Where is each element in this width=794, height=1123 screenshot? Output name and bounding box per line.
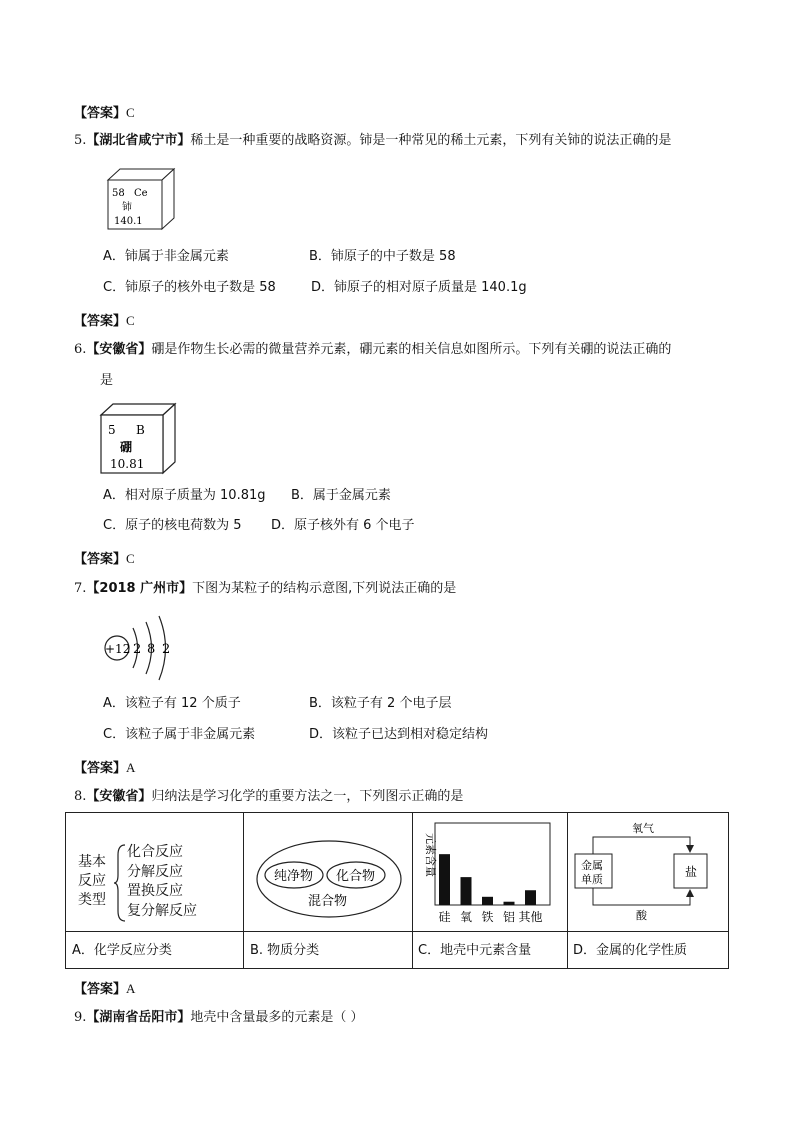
caption-d: D．金属的化学性质 [573, 943, 688, 958]
caption-a: A．化学反应分类 [72, 943, 172, 958]
q9-stem [74, 1009, 364, 1027]
bar-3 [504, 902, 515, 905]
shell-2-electrons: 8 [147, 642, 156, 657]
curly-brace [113, 843, 127, 923]
answer-value: C [126, 313, 135, 328]
question-text: 地壳中含量最多的元素是（ ） [190, 1010, 364, 1025]
answer-label: 【答案】 [74, 552, 127, 567]
category-label-0: 硅 [438, 910, 451, 924]
q8-answer [74, 978, 135, 997]
question-number: 9. [74, 1010, 87, 1025]
compound-label: 化合物 [336, 869, 376, 884]
answer-value: C [126, 105, 135, 120]
category-label-4: 其他 [518, 910, 543, 924]
q6-stem [74, 341, 671, 359]
q5-option-b: B．铈原子的中子数是 58 [309, 249, 456, 264]
bar-0 [439, 854, 450, 905]
answer-value: A [126, 981, 136, 996]
salt-label: 盐 [685, 865, 698, 879]
cerium-mass: 140.1 [114, 216, 143, 227]
q8-stem [74, 788, 463, 806]
answer-label: 【答案】 [74, 314, 127, 329]
cerium-name: 铈 [122, 202, 132, 213]
boron-number: 5 [108, 423, 116, 437]
q5-stem [74, 132, 671, 150]
q7-option-c: C．该粒子属于非金属元素 [103, 727, 256, 742]
category-label-2: 铁 [481, 910, 494, 924]
answer-label: 【答案】 [74, 106, 127, 121]
q8-options-table [65, 812, 729, 969]
cerium-number: 58 [112, 188, 125, 199]
category-label-3: 铝 [502, 910, 516, 924]
q4-answer [74, 102, 135, 121]
panel-b [244, 813, 412, 931]
answer-value: C [126, 551, 135, 566]
label-line: 类型 [78, 892, 106, 908]
pure-substance-label: 纯净物 [274, 869, 314, 884]
question-text: 下图为某粒子的结构示意图,下列说法正确的是 [192, 581, 457, 596]
q6-answer [74, 548, 135, 567]
q7-option-a: A．该粒子有 12 个质子 [103, 696, 241, 711]
question-source: 【湖北省咸宁市】 [86, 133, 191, 148]
shell-1-electrons: 2 [133, 642, 142, 657]
q5-option-d: D．铈原子的相对原子质量是 140.1g [311, 280, 527, 295]
reaction-type-list [127, 843, 197, 921]
q5-option-a: A．铈属于非金属元素 [103, 249, 229, 264]
panel-a [66, 813, 243, 931]
reaction-item: 复分解反应 [127, 902, 197, 919]
cerium-element-cube [104, 166, 176, 232]
category-label-1: 氧 [459, 910, 473, 924]
question-source: 【湖南省岳阳市】 [86, 1010, 191, 1025]
q6-option-c: C．原子的核电荷数为 5 [103, 518, 242, 533]
boron-mass: 10.81 [110, 457, 145, 471]
q7-answer [74, 757, 135, 776]
question-source: 【安徽省】 [86, 789, 152, 804]
reaction-item: 分解反应 [127, 863, 183, 880]
shell-3-electrons: 2 [162, 642, 171, 657]
bar-4 [525, 890, 536, 905]
answer-value: A [126, 760, 136, 775]
oxygen-label: 氧气 [632, 822, 654, 835]
answer-label: 【答案】 [74, 982, 127, 997]
question-source: 【安徽省】 [86, 342, 152, 357]
chart-ylabel: 元素含量 [424, 833, 437, 877]
label-line: 反应 [78, 873, 106, 889]
acid-label: 酸 [636, 909, 647, 922]
question-text: 硼是作物生长必需的微量营养元素，硼元素的相关信息如图所示。下列有关硼的说法正确的 [151, 342, 672, 357]
nucleus-charge: +12 [105, 642, 131, 656]
reaction-item: 化合反应 [127, 844, 183, 860]
q7-option-d: D．该粒子已达到相对稳定结构 [309, 727, 489, 742]
cerium-symbol: Ce [134, 188, 148, 199]
metal-label-1: 金属 [581, 859, 603, 872]
q6-stem-line2: 是 [100, 373, 114, 388]
answer-label: 【答案】 [74, 761, 127, 776]
metal-label-2: 单质 [581, 873, 603, 886]
reaction-item: 置换反应 [127, 883, 183, 899]
q6-option-b: B．属于金属元素 [291, 488, 391, 503]
boron-name: 硼 [120, 440, 133, 454]
caption-b: B. 物质分类 [250, 943, 320, 958]
q7-option-b: B．该粒子有 2 个电子层 [309, 696, 452, 711]
bar-1 [461, 877, 472, 905]
boron-symbol: B [136, 423, 145, 437]
question-number: 6. [74, 342, 87, 357]
boron-element-cube [98, 402, 178, 476]
panel-d [568, 813, 730, 931]
question-text: 归纳法是学习化学的重要方法之一，下列图示正确的是 [151, 789, 464, 804]
atom-structure-diagram [100, 612, 184, 684]
question-number: 5. [74, 133, 87, 148]
q5-option-c: C．铈原子的核外电子数是 58 [103, 280, 276, 295]
q7-stem [74, 580, 456, 598]
q5-answer [74, 310, 135, 329]
label-line: 基本 [78, 854, 106, 870]
caption-c: C．地壳中元素含量 [418, 943, 532, 958]
question-number: 8. [74, 789, 87, 804]
reaction-type-label [78, 853, 106, 910]
question-number: 7. [74, 581, 87, 596]
q6-option-a: A．相对原子质量为 10.81g [103, 488, 266, 503]
question-source: 【2018 广州市】 [86, 581, 193, 596]
mixture-label: 混合物 [308, 894, 348, 909]
q6-option-d: D．原子核外有 6 个电子 [271, 518, 415, 533]
crust-element-chart [413, 813, 567, 931]
bar-2 [482, 897, 493, 905]
question-text: 稀土是一种重要的战略资源。铈是一种常见的稀土元素，下列有关铈的说法正确的是 [190, 133, 672, 148]
